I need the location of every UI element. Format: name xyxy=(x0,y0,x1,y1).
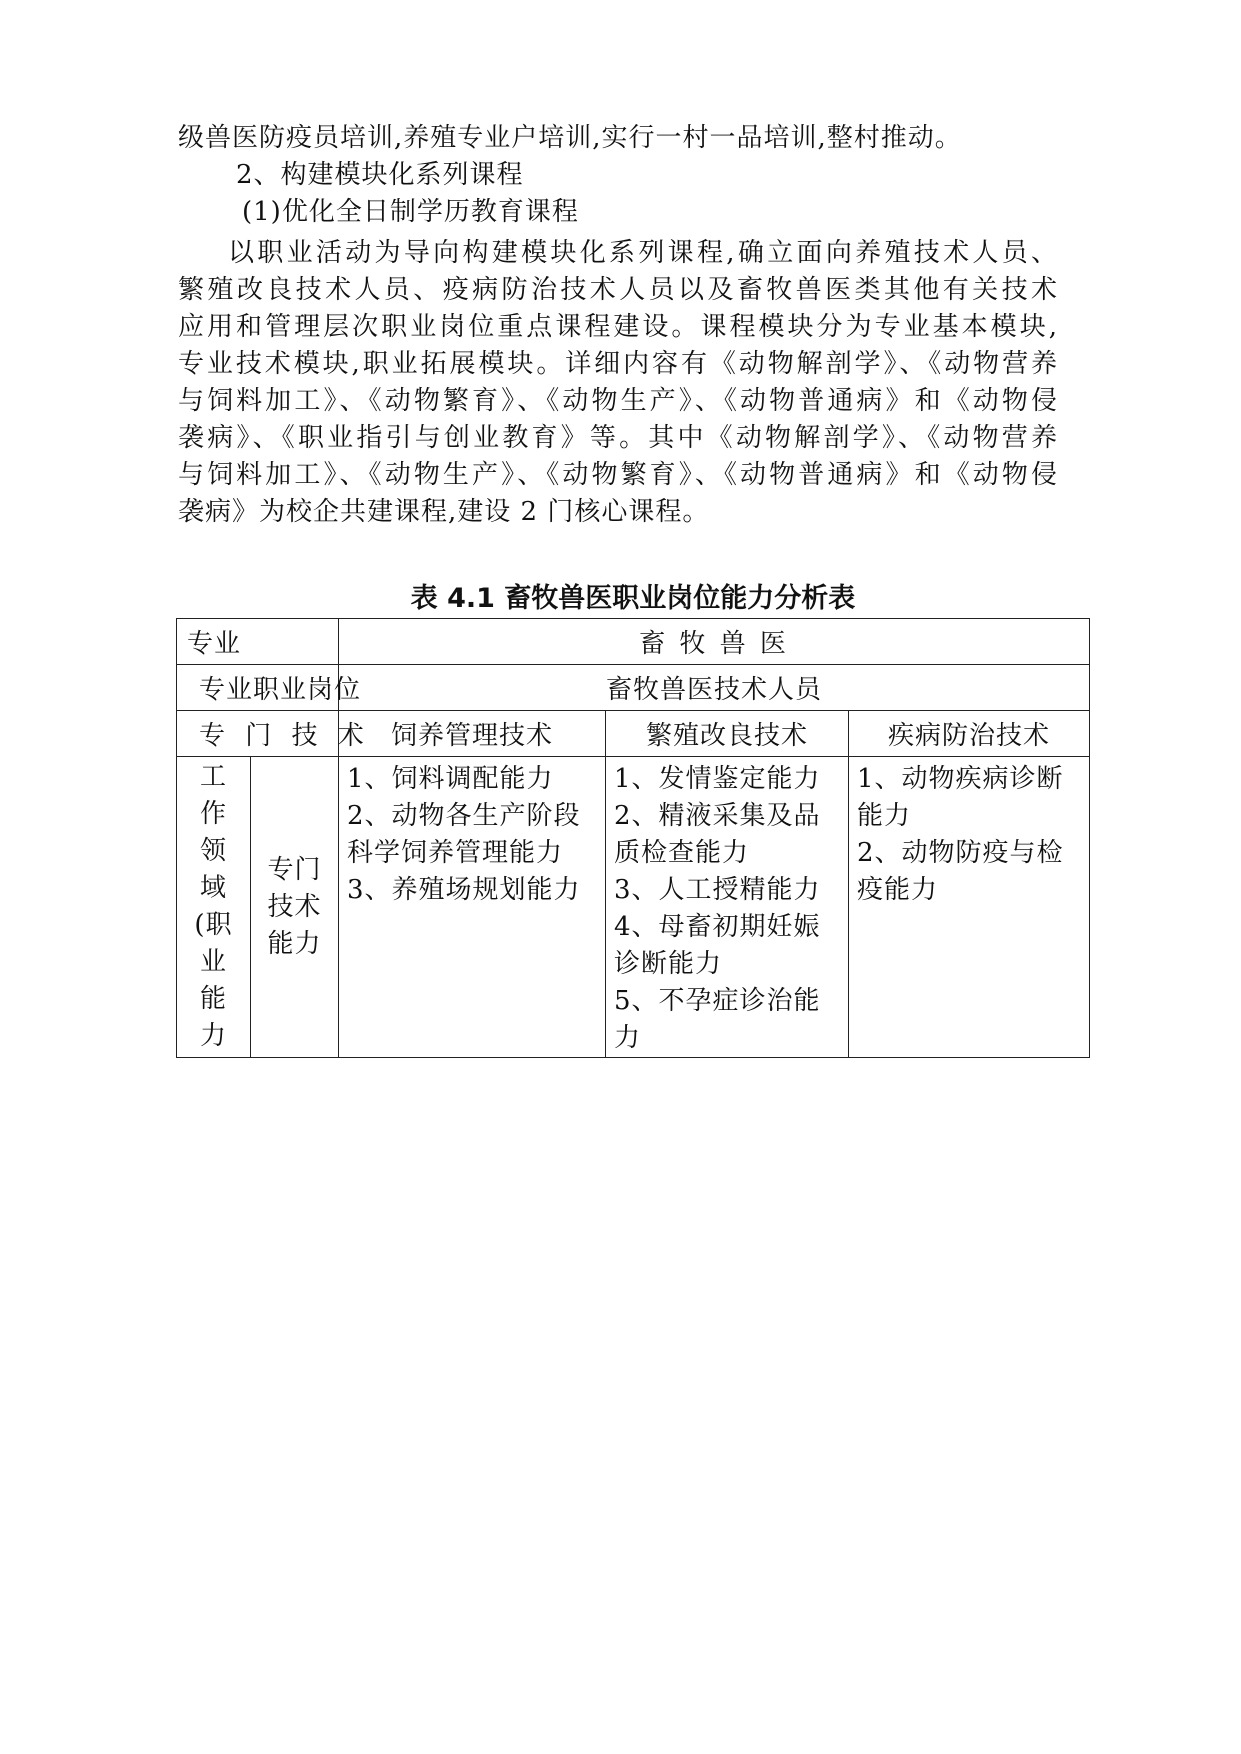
breeding-abilities-cell xyxy=(606,757,849,1058)
domain-char: 工 xyxy=(199,762,227,792)
ability-line: 2、动物各生产阶段 xyxy=(347,801,581,831)
disease-abilities-cell xyxy=(849,757,1090,1058)
body-paragraph xyxy=(178,235,1058,531)
specialty-label-cell xyxy=(177,711,370,757)
sub-label-line: 专门 xyxy=(267,854,322,885)
specialty-label: 专 门 技 术 xyxy=(199,721,370,751)
specialty-skill-cell xyxy=(251,757,339,1058)
ability-line: 3、人工授精能力 xyxy=(614,875,821,905)
ability-line: 1、发情鉴定能力 xyxy=(614,764,821,794)
table-row xyxy=(177,711,1090,757)
column-header-breeding: 繁殖改良技术 xyxy=(606,711,849,757)
section-heading: 2、构建模块化系列课程 xyxy=(236,160,524,190)
domain-char: 域 xyxy=(199,873,227,903)
table-row xyxy=(177,665,1090,711)
position-label-cell xyxy=(177,665,362,711)
subsection-heading: (1)优化全日制学历教育课程 xyxy=(242,197,579,227)
intro-text xyxy=(178,120,1058,231)
ability-line: 2、动物防疫与检 xyxy=(857,838,1064,868)
ability-line: 5、不孕症诊治能 xyxy=(614,986,821,1016)
paragraph-line: 繁殖改良技术人员、疫病防治技术人员以及畜牧兽医类其他有关技术 xyxy=(178,275,1058,305)
paragraph-line: 与饲料加工》、《动物生产》、《动物繁育》、《动物普通病》和《动物侵 xyxy=(178,460,1058,490)
paragraph-line: 袭病》、《职业指引与创业教育》等。其中《动物解剖学》、《动物营养 xyxy=(178,423,1058,453)
ability-line: 能力 xyxy=(857,801,912,831)
ability-line: 力 xyxy=(614,1023,642,1053)
column-header-feeding: 饲养管理技术 xyxy=(339,711,606,757)
major-label-cell xyxy=(177,619,339,665)
ability-line: 诊断能力 xyxy=(614,949,723,979)
feeding-abilities-cell xyxy=(339,757,606,1058)
work-domain-cell xyxy=(177,757,251,1058)
paragraph-line: 袭病》为校企共建课程,建设 2 门核心课程。 xyxy=(178,497,710,527)
paragraph-line: 级兽医防疫员培训,养殖专业户培训,实行一村一品培训,整村推动。 xyxy=(178,123,962,153)
domain-char: 业 xyxy=(199,947,227,977)
ability-line: 4、母畜初期妊娠 xyxy=(614,912,821,942)
sub-label-line: 能力 xyxy=(267,928,322,959)
table-caption: 表 4.1 畜牧兽医职业岗位能力分析表 xyxy=(410,583,856,614)
table-row xyxy=(177,619,1090,665)
competency-table xyxy=(176,618,1090,1058)
major-label: 专业 xyxy=(187,629,242,659)
domain-char: (职 xyxy=(194,910,233,940)
position-label: 专业职业岗位 xyxy=(199,675,362,705)
ability-line: 疫能力 xyxy=(857,875,939,905)
paragraph-line: 以职业活动为导向构建模块化系列课程,确立面向养殖技术人员、 xyxy=(228,238,1058,268)
major-value: 畜 牧 兽 医 xyxy=(339,619,1090,665)
domain-char: 力 xyxy=(199,1021,227,1051)
sub-label-line: 技术 xyxy=(267,891,322,922)
domain-char: 领 xyxy=(199,836,227,866)
domain-char: 能 xyxy=(199,984,227,1014)
ability-line: 科学饲养管理能力 xyxy=(347,838,564,868)
column-header-disease: 疾病防治技术 xyxy=(849,711,1090,757)
ability-line: 质检查能力 xyxy=(614,838,750,868)
table-row xyxy=(177,757,1090,1058)
ability-line: 1、动物疾病诊断 xyxy=(857,764,1064,794)
ability-line: 1、饲料调配能力 xyxy=(347,764,554,794)
paragraph-line: 专业技术模块,职业拓展模块。详细内容有《动物解剖学》、《动物营养 xyxy=(178,349,1058,379)
ability-line: 2、精液采集及品 xyxy=(614,801,821,831)
position-value: 畜牧兽医技术人员 xyxy=(339,665,1090,711)
domain-char: 作 xyxy=(199,799,227,829)
paragraph-line: 应用和管理层次职业岗位重点课程建设。课程模块分为专业基本模块, xyxy=(178,312,1058,342)
ability-line: 3、养殖场规划能力 xyxy=(347,875,581,905)
paragraph-line: 与饲料加工》、《动物繁育》、《动物生产》、《动物普通病》和《动物侵 xyxy=(178,386,1058,416)
